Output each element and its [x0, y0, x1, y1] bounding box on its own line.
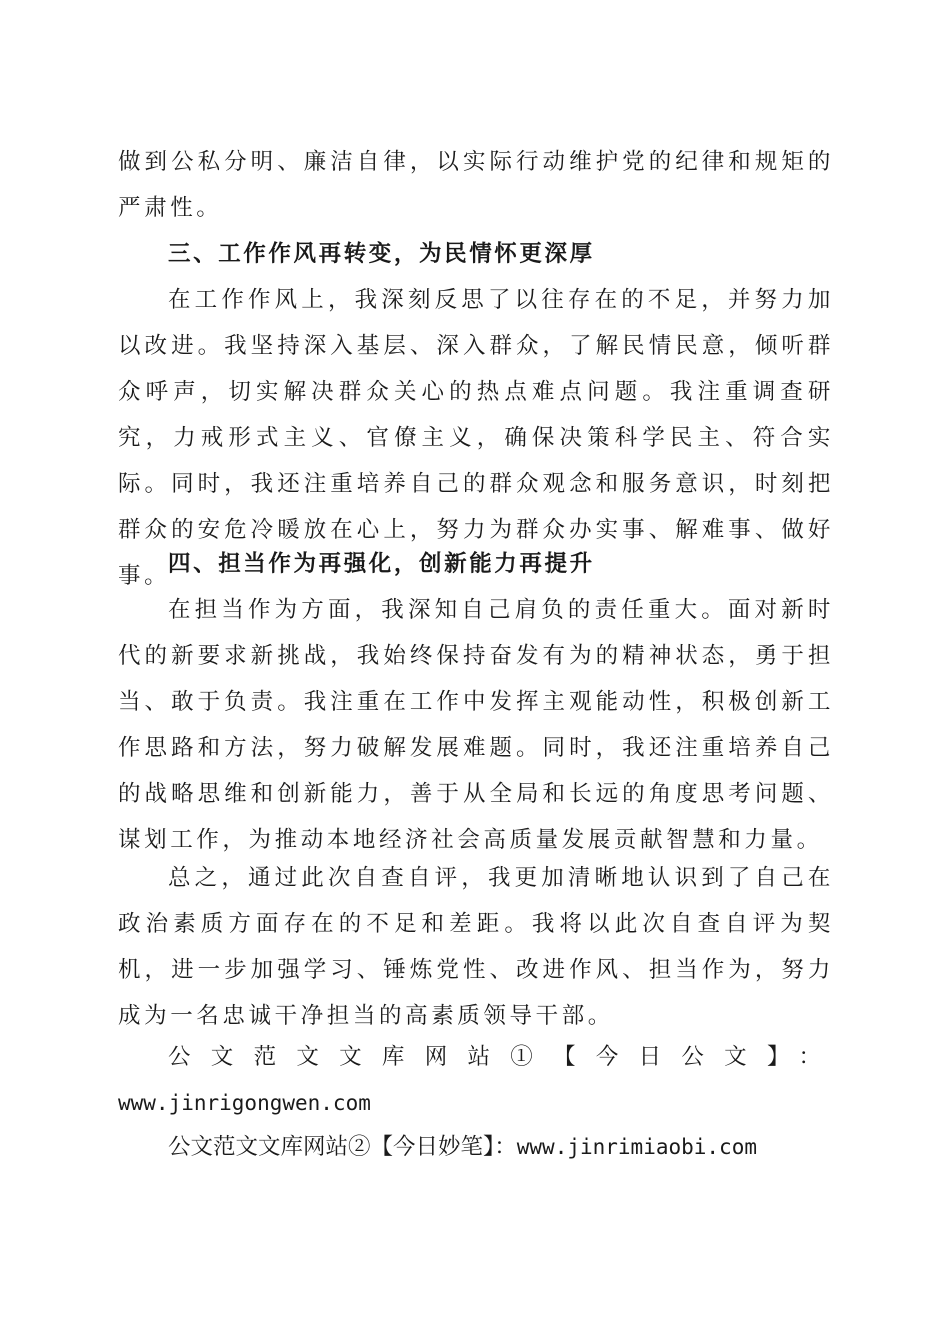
- paragraph-discipline-end: 做到公私分明、廉洁自律，以实际行动维护党的纪律和规矩的严肃性。: [118, 149, 834, 221]
- heading-section-4: 四、担当作为再强化，创新能力再提升: [168, 551, 595, 577]
- website-1-label: 公文范文文库网站①【今日公文】：: [168, 1044, 834, 1070]
- paragraph-work-style: 在工作作风上，我深刻反思了以往存在的不足，并努力加以改进。我坚持深入基层、深入群众，了解民情民意，倾听群众呼声，切实解决群众关心的热点难点问题。我注重调查研究，力戒形式主义、官僚主义，确保决策科学民主、符合实际。同时，我还注重培养自己的群众观念和服务意识，时刻把群众的安危冷暖放在心上，努力为群众办实事、解难事、做好事。: [118, 287, 834, 589]
- heading-section-3: 三、工作作风再转变，为民情怀更深厚: [168, 241, 595, 267]
- website-2-label: 公文范文文库网站②【今日妙笔】：: [168, 1134, 517, 1160]
- website-1-url[interactable]: www.jinrigongwen.com: [118, 1091, 371, 1115]
- paragraph-conclusion: 总之，通过此次自查自评，我更加清晰地认识到了自己在政治素质方面存在的不足和差距。我将以此次自查自评为契机，进一步加强学习、锤炼党性、改进作风、担当作为，努力成为一名忠诚干净担当的高素质领导干部。: [118, 865, 834, 1029]
- website-1-block: [118, 1034, 834, 1126]
- website-2-url[interactable]: www.jinrimiaobi.com: [516, 1135, 757, 1159]
- website-2-block: [118, 1124, 848, 1170]
- paragraph-responsibility: 在担当作为方面，我深知自己肩负的责任重大。面对新时代的新要求新挑战，我始终保持奋发有为的精神状态，勇于担当、敢于负责。我注重在工作中发挥主观能动性，积极创新工作思路和方法，努力破解发展难题。同时，我还注重培养自己的战略思维和创新能力，善于从全局和长远的角度思考问题、谋划工作，为推动本地经济社会高质量发展贡献智慧和力量。: [118, 597, 834, 853]
